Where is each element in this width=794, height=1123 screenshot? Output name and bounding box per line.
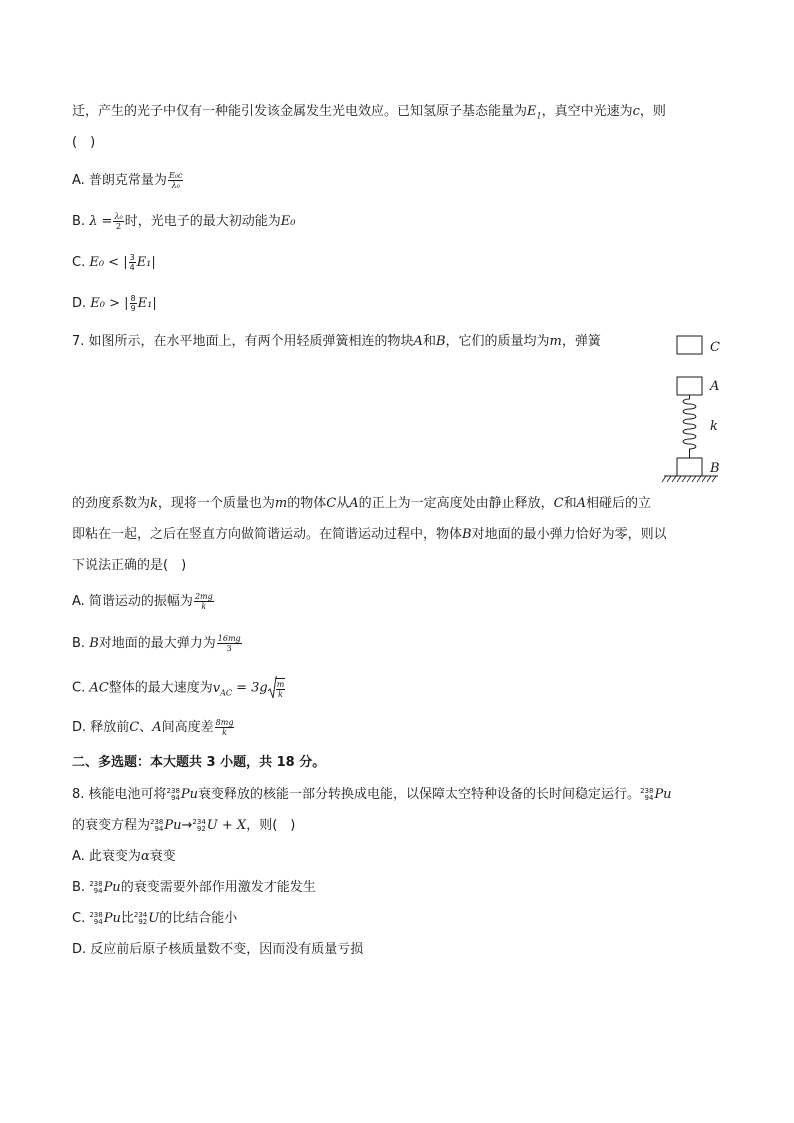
fraction: $\frac{2mg}{k}$ [194, 592, 213, 611]
label-b: B [710, 461, 720, 476]
q6-option-c: C. E₀ < | $\frac{3}{4}$ E₁| [72, 253, 156, 272]
label-k: k [710, 419, 718, 434]
fraction: $\frac{8}{9}$ [130, 294, 136, 313]
q7-stem-line-4: 下说法正确的是( ) [72, 558, 187, 573]
ground-hatch [662, 476, 716, 482]
block-c [677, 336, 702, 354]
block-a [677, 377, 702, 395]
q8-stem-line-1: 8. 核能电池可将 238 94 Pu衰变释放的核能一部分转换成电能，以保障太空特种设备的长时间稳定运行。 238 94 Pu [72, 786, 672, 802]
nuclide-prescript: 238 94 [166, 786, 180, 802]
q7-option-a: A. 简谐运动的振幅为 $\frac{2mg}{k}$ [72, 592, 213, 611]
block-b [677, 458, 702, 476]
label-a: A [710, 379, 720, 394]
q6-option-b: B. λ = $\frac{\text{λ₀}}{2}$ 时，光电子的最大初动能为E₀ [72, 212, 296, 231]
fraction: $\frac{\text{λ₀}}{2}$ [114, 212, 123, 231]
nuclide-prescript: 238 94 [89, 910, 103, 926]
q8-option-c: C. 238 94 Pu比 234 92 U的比结合能小 [72, 910, 238, 926]
q8-stem-line-2: 的衰变方程为 238 94 Pu→ 234 92 U + X，则( ) [72, 817, 296, 833]
nuclide-prescript: 234 92 [133, 910, 148, 926]
nuclide-prescript: 238 94 [640, 786, 654, 802]
q8-option-d: D. 反应前后原子核质量数不变，因而没有质量亏损 [72, 942, 364, 957]
fraction: $\frac{8mg}{k}$ [215, 718, 234, 737]
section-title: 二、多选题：本大题共 3 小题，共 18 分。 [72, 755, 326, 770]
q7-option-b: B. B对地面的最大弹力为 $\frac{16mg}{3}$ [72, 634, 241, 653]
sqrt-expression: $\frac{m}{k}$ [268, 676, 287, 700]
fraction: $\frac{3}{4}$ [129, 253, 135, 272]
e1-symbol: $E_1$ [527, 104, 542, 121]
nuclide-prescript: 234 92 [192, 817, 206, 833]
q7-stem-line-3: 即粘在一起，之后在竖直方向做简谐运动。在简谐运动过程中，物体B对地面的最小弹力恰好为零，则以 [72, 527, 667, 542]
q6-stem-line: 迁，产生的光子中仅有一种能引发该金属发生光电效应。已知氢原子基态能量为$E_1$，真空中光速为c，则 [72, 104, 666, 121]
q7-option-c: C. AC整体的最大速度为$v_{AC} = 3g$ $\frac{m}{k}$ [72, 676, 286, 703]
q8-option-a: A. 此衰变为α衰变 [72, 849, 176, 864]
spring [683, 395, 696, 458]
q7-stem-line-2: 的劲度系数为k，现将一个质量也为m的物体C从A的正上为一定高度处由静止释放，C和A相碰后的立 [72, 496, 652, 511]
q6-paren: ( ) [72, 135, 96, 150]
fraction: $\frac{\text{E₀c}}{\text{λ₀}}$ [168, 171, 183, 190]
nuclide-prescript: 238 94 [150, 817, 164, 833]
spring-block-figure [660, 330, 740, 490]
q7-option-d: D. 释放前C、A间高度差 $\frac{8mg}{k}$ [72, 718, 234, 737]
nuclide-prescript: 238 94 [89, 879, 103, 895]
q6-option-d: D. E₀ > | $\frac{8}{9}$ E₁| [72, 294, 157, 313]
velocity-symbol: $v_{AC}$ [212, 680, 232, 698]
q6-option-a: A. 普朗克常量为 $\frac{\text{E₀c}}{\text{λ₀}}$ [72, 171, 183, 190]
label-c: C [710, 340, 720, 355]
fraction: $\frac{16mg}{3}$ [217, 634, 241, 653]
q7-stem-line-1: 7. 如图所示，在水平地面上，有两个用轻质弹簧相连的物块A和B，它们的质量均为m，弹簧 [72, 334, 601, 349]
q8-option-b: B. 238 94 Pu的衰变需要外部作用激发才能发生 [72, 879, 316, 895]
